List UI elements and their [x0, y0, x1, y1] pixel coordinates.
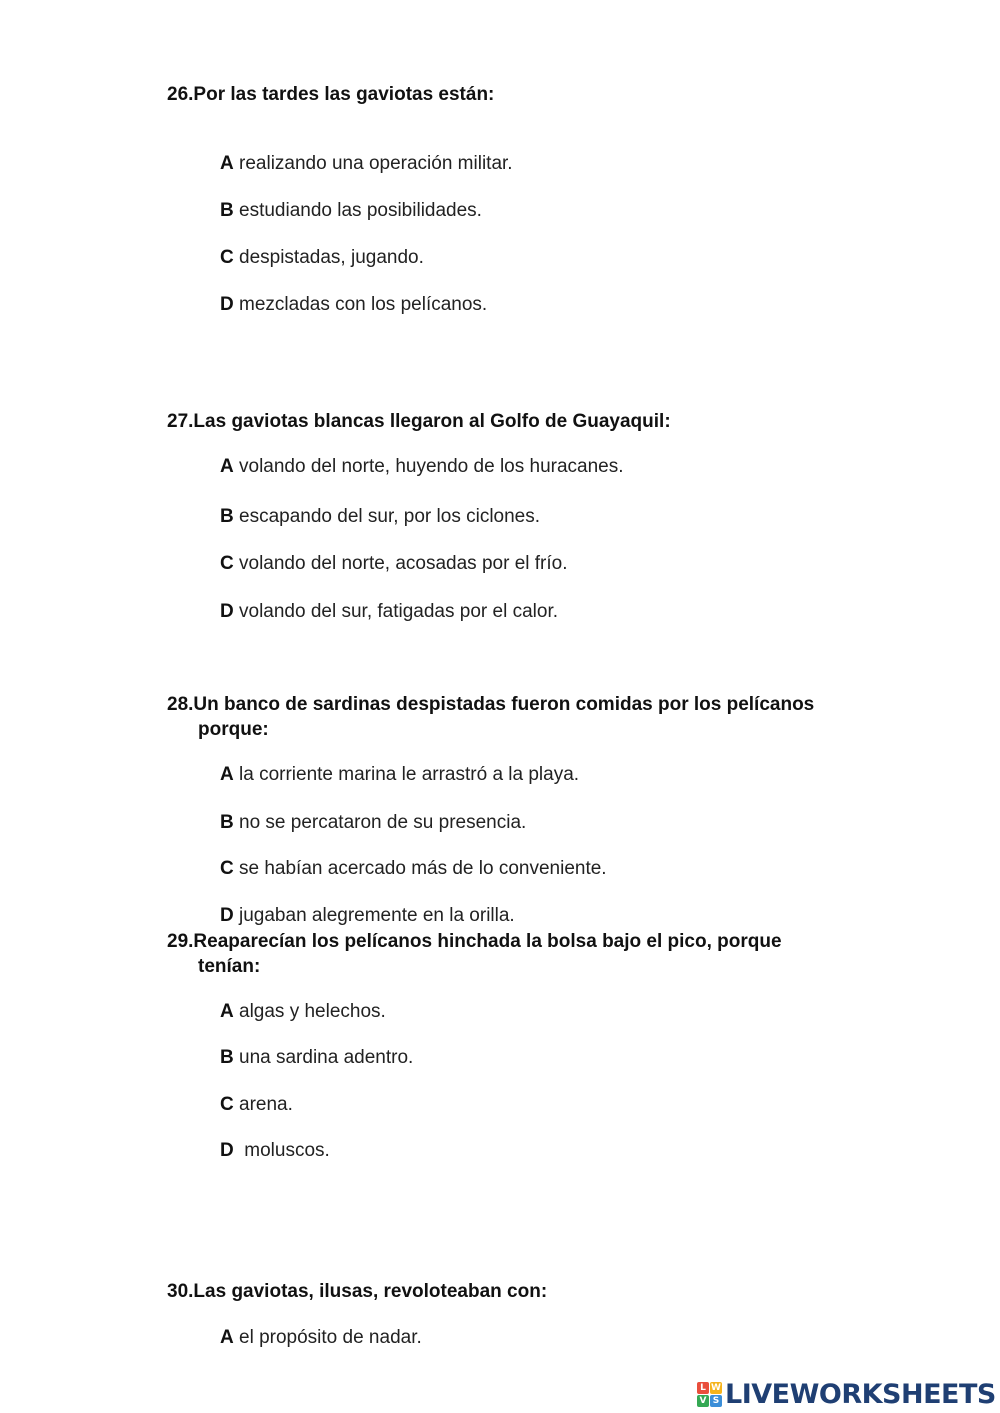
option-letter: B	[220, 506, 234, 527]
option-27-b[interactable]	[220, 505, 540, 529]
option-27-a[interactable]	[220, 455, 624, 479]
option-text: el propósito de nadar.	[233, 1327, 422, 1348]
option-text: volando del sur, fatigadas por el calor.	[233, 601, 558, 622]
option-text: mezcladas con los pelícanos.	[233, 294, 488, 315]
option-letter: A	[220, 456, 234, 477]
option-text: estudiando las posibilidades.	[233, 200, 482, 221]
option-text: realizando una operación militar.	[233, 153, 513, 174]
option-letter: D	[220, 601, 234, 622]
option-text: escapando del sur, por los ciclones.	[233, 506, 541, 527]
option-letter: D	[220, 905, 234, 926]
option-letter: D	[220, 1140, 234, 1161]
option-text: se habían acercado más de lo conveniente.	[233, 858, 607, 879]
logo-grid-icon	[697, 1382, 722, 1407]
option-letter: C	[220, 858, 234, 879]
option-text: volando del norte, huyendo de los huracanes.	[233, 456, 624, 477]
option-letter: A	[220, 1327, 234, 1348]
option-29-b[interactable]	[220, 1046, 413, 1070]
logo-cell: S	[710, 1395, 722, 1407]
option-text: volando del norte, acosadas por el frío.	[233, 553, 568, 574]
option-letter: C	[220, 553, 234, 574]
question-28	[167, 692, 887, 742]
option-27-c[interactable]	[220, 552, 568, 576]
question-number: 29.	[167, 931, 194, 952]
option-letter: B	[220, 812, 234, 833]
question-text: Las gaviotas, ilusas, revoloteaban con:	[193, 1281, 548, 1302]
option-28-c[interactable]	[220, 857, 607, 881]
option-26-d[interactable]	[220, 293, 487, 317]
question-text: Un banco de sardinas despistadas fueron comidas por los pelícanos	[193, 694, 815, 715]
option-29-c[interactable]	[220, 1093, 293, 1117]
option-letter: A	[220, 1001, 234, 1022]
option-text: la corriente marina le arrastró a la playa.	[233, 764, 580, 785]
option-letter: A	[220, 153, 234, 174]
question-text-continuation: porque:	[198, 719, 269, 740]
question-text: Por las tardes las gaviotas están:	[193, 84, 495, 105]
question-number: 27.	[167, 411, 194, 432]
option-27-d[interactable]	[220, 600, 558, 624]
question-30	[167, 1279, 887, 1304]
option-letter: B	[220, 1047, 234, 1068]
question-27	[167, 409, 887, 434]
question-26	[167, 82, 887, 107]
option-29-d[interactable]	[220, 1139, 330, 1163]
option-letter: C	[220, 247, 234, 268]
logo-cell: L	[697, 1382, 709, 1394]
question-number: 26.	[167, 84, 194, 105]
option-text: una sardina adentro.	[233, 1047, 414, 1068]
option-28-d[interactable]	[220, 904, 515, 928]
question-number: 28.	[167, 694, 194, 715]
question-number: 30.	[167, 1281, 194, 1302]
logo-wordmark: LIVEWORKSHEETS	[725, 1378, 996, 1410]
option-30-a[interactable]	[220, 1326, 422, 1350]
option-text: jugaban alegremente en la orilla.	[233, 905, 515, 926]
question-text: Reaparecían los pelícanos hinchada la bolsa bajo el pico, porque	[193, 931, 782, 952]
option-letter: C	[220, 1094, 234, 1115]
option-letter: D	[220, 294, 234, 315]
option-letter: A	[220, 764, 234, 785]
logo-cell: V	[697, 1395, 709, 1407]
option-text: algas y helechos.	[233, 1001, 386, 1022]
option-26-a[interactable]	[220, 152, 513, 176]
option-26-b[interactable]	[220, 199, 482, 223]
option-29-a[interactable]	[220, 1000, 386, 1024]
option-text: despistadas, jugando.	[233, 247, 424, 268]
question-text: Las gaviotas blancas llegaron al Golfo de Guayaquil:	[193, 411, 671, 432]
liveworksheets-logo	[697, 1379, 996, 1409]
logo-cell: W	[711, 1382, 721, 1393]
option-text: moluscos.	[233, 1140, 330, 1161]
option-28-b[interactable]	[220, 811, 526, 835]
option-letter: B	[220, 200, 234, 221]
question-text-continuation: tenían:	[198, 956, 261, 977]
option-26-c[interactable]	[220, 246, 424, 270]
question-29	[167, 929, 887, 979]
option-text: arena.	[233, 1094, 293, 1115]
option-text: no se percataron de su presencia.	[233, 812, 527, 833]
option-28-a[interactable]	[220, 763, 579, 787]
